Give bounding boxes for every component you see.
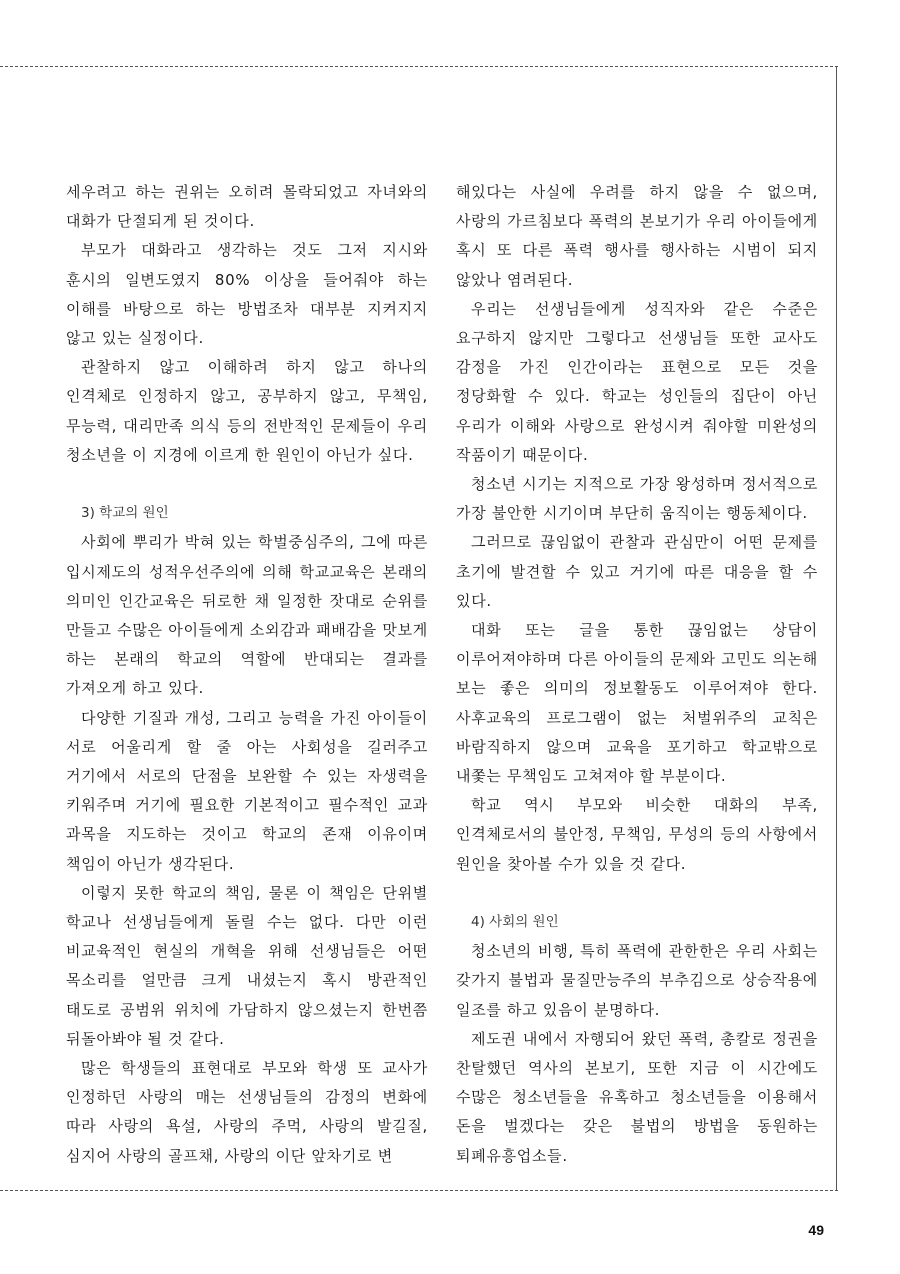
paragraph: 우리는 선생님들에게 성직자와 같은 수준은 요구하지 않지만 그렇다고 선생님들 또한 교사도 감정을 가진 인간이라는 표현으로 모든 것을 정당화할 수 있다. 학교는 성인들의 집단이 아닌 우리가 이해와 사랑으로 완성시켜 줘야할 미완성의 작품이기 때문이다. bbox=[456, 299, 818, 464]
paragraph: 대화 또는 글을 통한 끊임없는 상담이 이루어져야하며 다른 아이들의 문제와 고민도 의논해 보는 좋은 의미의 정보활동도 이루어져야 한다. 사후교육의 프로그램이 없는 처벌위주의 교칙은 바람직하지 않으며 교육을 포기하고 학교밖으로 내쫓는 무책임도 고쳐져야 할 부분이다. bbox=[456, 621, 818, 786]
paragraph: 세우려고 하는 권위는 오히려 몰락되었고 자녀와의 대화가 단절되게 된 것이다. bbox=[66, 183, 428, 231]
bottom-rule bbox=[0, 1190, 838, 1191]
paragraph: 그러므로 끊임없이 관찰과 관심만이 어떤 문제를 초기에 발견할 수 있고 거기에 따른 대응을 할 수 있다. bbox=[456, 533, 818, 610]
paragraph: 학교 역시 부모와 비슷한 대화의 부족, 인격체로서의 불안정, 무책임, 무성의 등의 사항에서 원인을 찾아볼 수가 있을 것 같다. bbox=[456, 796, 818, 873]
paragraph: 다양한 기질과 개성, 그리고 능력을 가진 아이들이 서로 어울리게 할 줄 아는 사회성을 길러주고 거기에서 서로의 단점을 보완할 수 있는 자생력을 키워주며 거기에 필요한 기본적이고 필수적인 교과 과목을 지도하는 것이고 학교의 존재 이유이며 책임이 아닌가 생각된다. bbox=[66, 708, 428, 873]
paragraph: 이렇지 못한 학교의 책임, 물론 이 책임은 단위별 학교나 선생님들에게 돌릴 수는 없다. 다만 이런 비교육적인 현실의 개혁을 위해 선생님들은 어떤 목소리를 얼만큼 크게 내셨는지 혹시 방관적인 태도로 공범위 위치에 가담하지 않으셨는지 한번쯤 뒤돌아봐야 될 것 같다. bbox=[66, 883, 428, 1048]
page-number: 49 bbox=[808, 1222, 824, 1238]
paragraph: 제도권 내에서 자행되어 왔던 폭력, 총칼로 정권을 찬탈했던 역사의 본보기, 또한 지금 이 시간에도 수많은 청소년들을 유혹하고 청소년들을 이용해서 돈을 벌겠다는 갖은 불법의 방법을 동원하는 퇴폐유흥업소들. bbox=[456, 1029, 818, 1165]
paragraph: 청소년 시기는 지적으로 가장 왕성하며 정서적으로 가장 불안한 시기이며 부단히 움직이는 행동체이다. bbox=[456, 475, 818, 523]
paragraph: 많은 학생들의 표현대로 부모와 학생 또 교사가 인정하던 사랑의 매는 선생님들의 감정의 변화에 따라 사랑의 욕설, 사랑의 주먹, 사랑의 발길질, 심지어 사랑의 골프채, 사랑의 이단 앞차기로 변 bbox=[66, 1059, 428, 1165]
right-column bbox=[456, 178, 818, 1171]
top-rule bbox=[0, 66, 838, 67]
left-column bbox=[66, 178, 428, 1171]
paragraph: 청소년의 비행, 특히 폭력에 관한한은 우리 사회는 갖가지 불법과 물질만능주의 부추김으로 상승작용에 일조를 하고 있음이 분명하다. bbox=[456, 942, 818, 1019]
section-heading: 3) 학교의 원인 bbox=[81, 505, 169, 522]
section-heading: 4) 사회의 원인 bbox=[471, 914, 559, 931]
paragraph: 관찰하지 않고 이해하려 하지 않고 하나의 인격체로 인정하지 않고, 공부하지 않고, 무책임, 무능력, 대리만족 의식 등의 전반적인 문제들이 우리 청소년을 이 지경에 이르게 한 원인이 아닌가 싶다. bbox=[66, 358, 428, 464]
paragraph: 해있다는 사실에 우려를 하지 않을 수 없으며, 사랑의 가르침보다 폭력의 본보기가 우리 아이들에게 혹시 또 다른 폭력 행사를 행사하는 시범이 되지 않았나 염려된다. bbox=[456, 183, 818, 289]
spacer bbox=[66, 470, 428, 499]
paragraph: 사회에 뿌리가 박혀 있는 학벌중심주의, 그에 따른 입시제도의 성적우선주의에 의해 학교교육은 본래의 의미인 인간교육은 뒤로한 채 일정한 잣대로 순위를 만들고 수많은 아이들에게 소외감과 패배감을 맛보게 하는 본래의 학교의 역할에 반대되는 결과를 가져오게 하고 있다. bbox=[66, 533, 428, 698]
paragraph: 부모가 대화라고 생각하는 것도 그저 지시와 훈시의 일변도였지 80% 이상을 들어줘야 하는 이해를 바탕으로 하는 방법조차 대부분 지켜지지 않고 있는 실정이다. bbox=[66, 241, 428, 348]
spacer bbox=[456, 879, 818, 908]
right-rule bbox=[836, 66, 837, 1190]
